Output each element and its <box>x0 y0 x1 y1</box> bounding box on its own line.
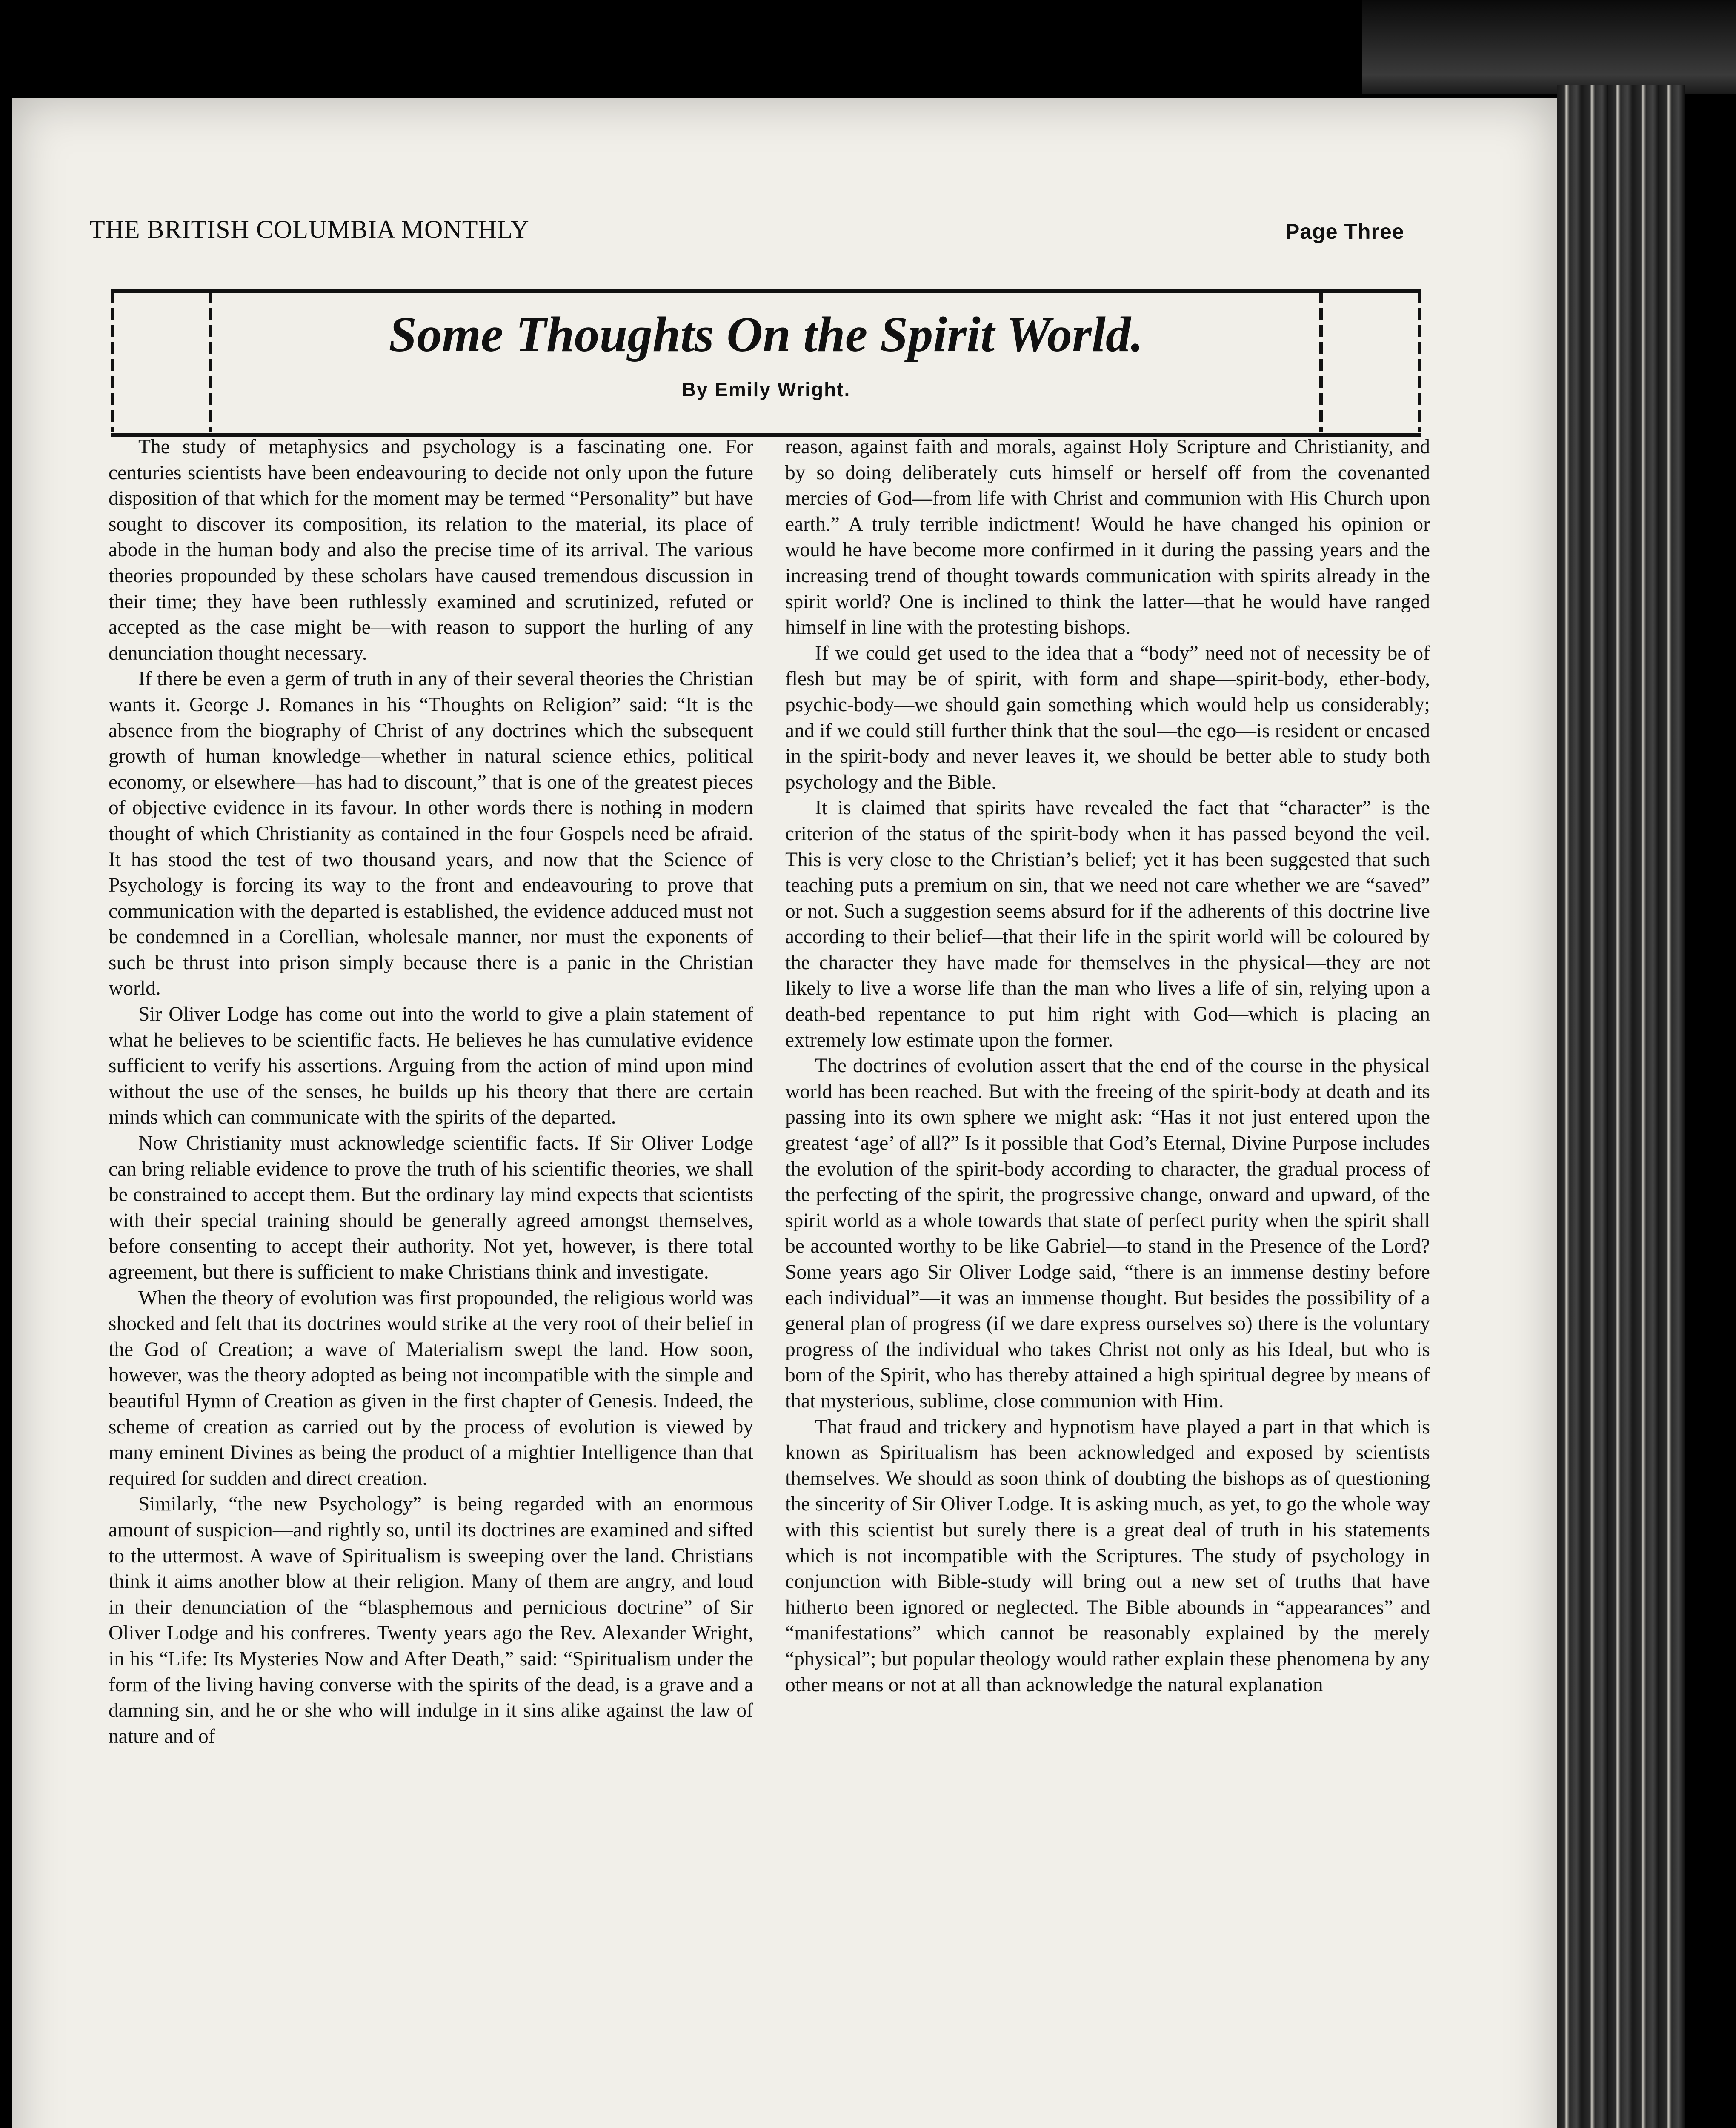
paragraph: The study of metaphysics and psychology is a fascinating one. For centuries scientists have been endeavouring to decide not only upon the future disposition of that which for the moment may be termed “Personality” but have sought to discover its composition, its relation to the material, its place of abode in the human body and also the precise time of its arrival. The various theories propounded by these scholars have caused tremendous discussion in their time; they have been ruthlessly examined and scrutinized, refuted or accepted as the case might be—with reason to support the hurling of any denunciation thought necessary. <box>109 436 753 664</box>
book-spine <box>1557 85 1685 2128</box>
publication-masthead: THE BRITISH COLUMBIA MONTHLY <box>89 215 529 243</box>
paragraph: It is claimed that spirits have revealed the fact that “character” is the criterion of the status of the spirit-body when it has passed beyond the veil. This is very close to the Christian’s belief; yet it has been suggested that such teaching puts a premium on sin, that we need not care whether we are “saved” or not. Such a suggestion seems absurd for if the adherents of this doctrine live according to their belief—that their life in the spirit world will be coloured by the character they have made for themselves in the physical—they are not likely to live a worse life than the man who lives a life of sin, relying upon a death-bed repentance to put him right with God—which is placing an extremely low estimate upon the former. <box>785 797 1430 1051</box>
paragraph: Now Christianity must acknowledge scientific facts. If Sir Oliver Lodge can bring reliable evidence to prove the truth of his scientific theories, we shall be constrained to accept them. But the ordinary lay mind expects that scientists with their special training should be generally agreed amongst themselves, before consenting to accept their authority. Not yet, however, is there total agreement, but there is sufficient to make Christians think and investigate. <box>109 1132 753 1283</box>
title-box <box>111 289 1421 437</box>
article-byline: By Emily Wright. <box>681 378 851 400</box>
paragraph: Sir Oliver Lodge has come out into the world to give a plain statement of what he believes to be scientific facts. He believes he has cumulative evidence sufficient to verify his assertions. Arguing from the action of mind upon mind without the use of the senses, he builds up his theory that there are certain minds which can communicate with the spirits of the departed. <box>109 1003 753 1129</box>
scan-edge <box>1362 0 1736 94</box>
paragraph: The doctrines of evolution assert that the end of the course in the physical world has been reached. But with the freeing of the spirit-body at death and its passing into its own sphere we might ask: “Has it not just entered upon the greatest ‘age’ of all?” Is it possible that God’s Eternal, Divine Purpose includes the evolution of the spirit-body according to character, the gradual process of the perfecting of the spirit, the progressive change, onward and upward, of the spirit world as a whole towards that state of perfect purity when the spirit shall be accounted worthy to be like Gabriel—to stand in the Presence of the Lord? Some years ago Sir Oliver Lodge said, “there is an immense destiny before each individual”—it was an immense thought. But besides the possibility of a general plan of progress (if we dare express ourselves so) there is the voluntary progress of the individual who takes Christ not only as his Ideal, but who is born of the Spirit, who has thereby attained a high spiritual degree by means of that mysterious, sublime, close communion with Him. <box>785 1055 1430 1412</box>
page-number: Page Three <box>1285 220 1404 243</box>
paragraph: That fraud and trickery and hypnotism have played a part in that which is known as Spiritualism has been acknowledged and exposed by scientists themselves. We should as soon think of doubting the bishops as of questioning the sincerity of Sir Oliver Lodge. It is asking much, as yet, to go the whole way with this scientist but surely there is a great deal of truth in his statements which is not incompatible with the Scriptures. The study of psychology in conjunction with Bible-study will bring out a new set of truths that have hitherto been ignored or neglected. The Bible abounds in “appearances” and “manifestations” which cannot be reasonably explained by the merely “physical”; but popular theology would rather explain these phenomena by any other means or not at all than acknowledge the natural explanation <box>785 1416 1430 1696</box>
left-column <box>109 434 753 1749</box>
paragraph: If there be even a germ of truth in any of their several theories the Christian wants it. George J. Romanes in his “Thoughts on Religion” said: “It is the absence from the biography of Christ of any doctrines which the subsequent growth of human knowledge—whether in natural science ethics, political economy, or elsewhere—has had to discount,” that is one of the greatest pieces of objective evidence in its favour. In other words there is nothing in modern thought of which Christianity as contained in the four Gospels need be afraid. It has stood the test of two thousand years, and now that the Science of Psychology is forcing its way to the front and endeavouring to prove that communication with the departed is established, the evidence adduced must not be condemned in a Corellian, wholesale manner, nor must the exponents of such be thrust into prison simply because there is a panic in the Christian world. <box>109 668 753 1000</box>
paragraph: reason, against faith and morals, against Holy Scripture and Christianity, and by so doing deliberately cuts himself or herself off from the covenanted mercies of God—from life with Christ and communion with His Church upon earth.” A truly terrible indictment! Would he have changed his opinion or would he have become more confirmed in it during the passing years and the increasing trend of thought towards communication with spirits already in the spirit world? One is inclined to think the latter—that he would have ranged himself in line with the protesting bishops. <box>785 436 1430 639</box>
article-title: Some Thoughts On the Spirit World. <box>389 306 1144 362</box>
paragraph: When the theory of evolution was first propounded, the religious world was shocked and felt that its doctrines would strike at the very root of their belief in the God of Creation; a wave of Materialism swept the land. How soon, however, was the theory adopted as being not incompatible with the simple and beautiful Hymn of Creation as given in the first chapter of Genesis. Indeed, the scheme of creation as carried out by the process of evolution is viewed by many eminent Divines as being the product of a mightier Intelligence than that required for sudden and direct creation. <box>109 1287 753 1490</box>
paragraph: Similarly, “the new Psychology” is being regarded with an enormous amount of suspicion—and rightly so, until its doctrines are examined and sifted to the uttermost. A wave of Spiritualism is sweeping over the land. Christians think it aims another blow at their religion. Many of them are angry, and loud in their denunciation of the “blasphemous and pernicious doctrine” of Sir Oliver Lodge and his confreres. Twenty years ago the Rev. Alexander Wright, in his “Life: Its Mysteries Now and After Death,” said: “Spiritualism under the form of the living having converse with the spirits of the dead, is a grave and a damning sin, and he or she who will indulge in it sins alike against the law of nature and of <box>109 1493 753 1748</box>
right-column <box>785 434 1430 1698</box>
paragraph: If we could get used to the idea that a “body” need not of necessity be of flesh but may be of spirit, with form and shape—spirit-body, ether-body, psychic-body—we should gain something which would help us considerably; and if we could still further think that the soul—the ego—is resident or encased in the spirit-body and never leaves it, we should be better able to study both psychology and the Bible. <box>785 642 1430 793</box>
